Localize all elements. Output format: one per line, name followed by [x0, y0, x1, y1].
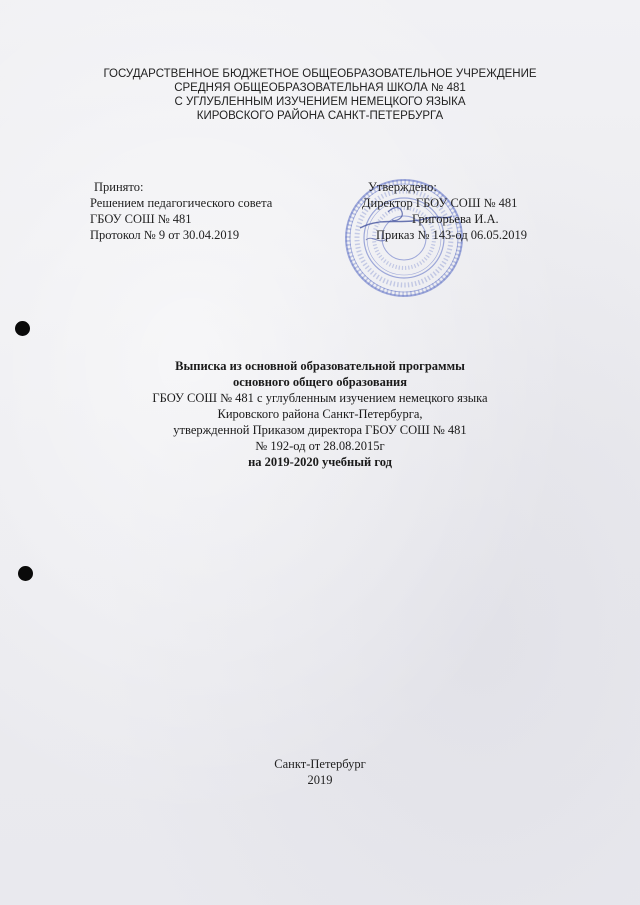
title-line-2: основного общего образования [233, 375, 407, 389]
footer-city: Санкт-Петербург [274, 757, 366, 771]
title-line-3: ГБОУ СОШ № 481 с углубленным изучением немецкого языка [152, 391, 488, 405]
accepted-block [90, 179, 272, 243]
binder-hole [18, 566, 33, 581]
approved-line-2: Григорьева И.А. [412, 212, 499, 226]
accepted-heading: Принято: [94, 180, 144, 194]
title-year-line: на 2019-2020 учебный год [248, 455, 392, 469]
approved-block [362, 179, 527, 243]
accepted-line-3: Протокол № 9 от 30.04.2019 [90, 228, 240, 242]
footer-year: 2019 [307, 773, 333, 787]
header-line-1: ГОСУДАРСТВЕННОЕ БЮДЖЕТНОЕ ОБЩЕОБРАЗОВАТЕЛЬНОЕ УЧРЕЖДЕНИЕ [103, 68, 537, 80]
header-line-4: КИРОВСКОГО РАЙОНА САНКТ-ПЕТЕРБУРГА [196, 110, 444, 122]
binder-hole [15, 321, 30, 336]
title-line-4: Кировского района Санкт-Петербурга, [217, 407, 423, 421]
title-line-6: № 192-од от 28.08.2015г [255, 439, 385, 453]
title-line-5: утвержденной Приказом директора ГБОУ СОШ № 481 [173, 423, 467, 437]
title-line-1: Выписка из основной образовательной программы [175, 359, 465, 373]
document-title [0, 358, 640, 470]
approved-line-1: Директор ГБОУ СОШ № 481 [362, 196, 518, 210]
document-footer [0, 756, 640, 788]
accepted-line-1: Решением педагогического совета [90, 196, 273, 210]
school-header [0, 67, 640, 123]
header-line-2: СРЕДНЯЯ ОБЩЕОБРАЗОВАТЕЛЬНАЯ ШКОЛА № 481 [174, 82, 466, 94]
approved-line-3: Приказ № 143-од 06.05.2019 [376, 228, 528, 242]
header-line-3: С УГЛУБЛЕННЫМ ИЗУЧЕНИЕМ НЕМЕЦКОГО ЯЗЫКА [174, 96, 466, 108]
approved-heading: Утверждено: [368, 180, 437, 194]
accepted-line-2: ГБОУ СОШ № 481 [90, 212, 192, 226]
